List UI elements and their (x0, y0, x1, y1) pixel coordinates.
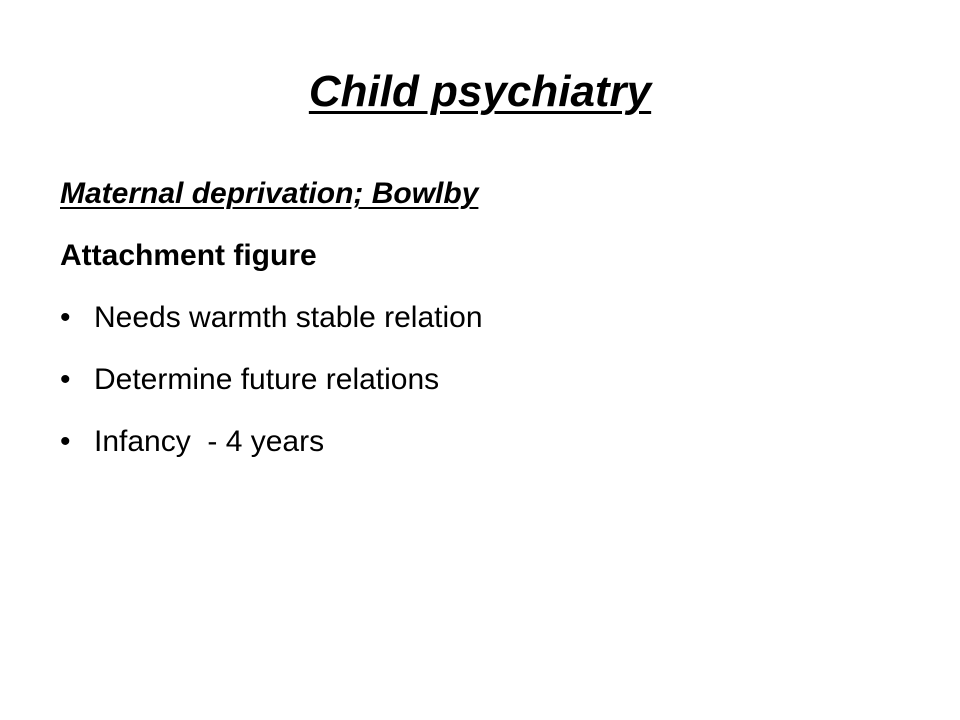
slide-title: Child psychiatry (308, 67, 652, 116)
bullet-item (60, 300, 900, 336)
bullet-text: Infancy - 4 years (94, 425, 325, 458)
bullet-icon: • (60, 363, 71, 396)
attachment-label: Attachment figure (60, 239, 317, 272)
label-line (60, 238, 900, 274)
bullet-icon: • (60, 425, 71, 458)
bullet-item (60, 424, 900, 460)
bullet-text: Needs warmth stable relation (94, 301, 483, 334)
slide-body (60, 176, 900, 486)
subheading-line (60, 176, 900, 212)
subheading: Maternal deprivation; Bowlby (60, 177, 479, 210)
bullet-icon: • (60, 301, 71, 334)
bullet-text: Determine future relations (94, 363, 440, 396)
bullet-item (60, 362, 900, 398)
